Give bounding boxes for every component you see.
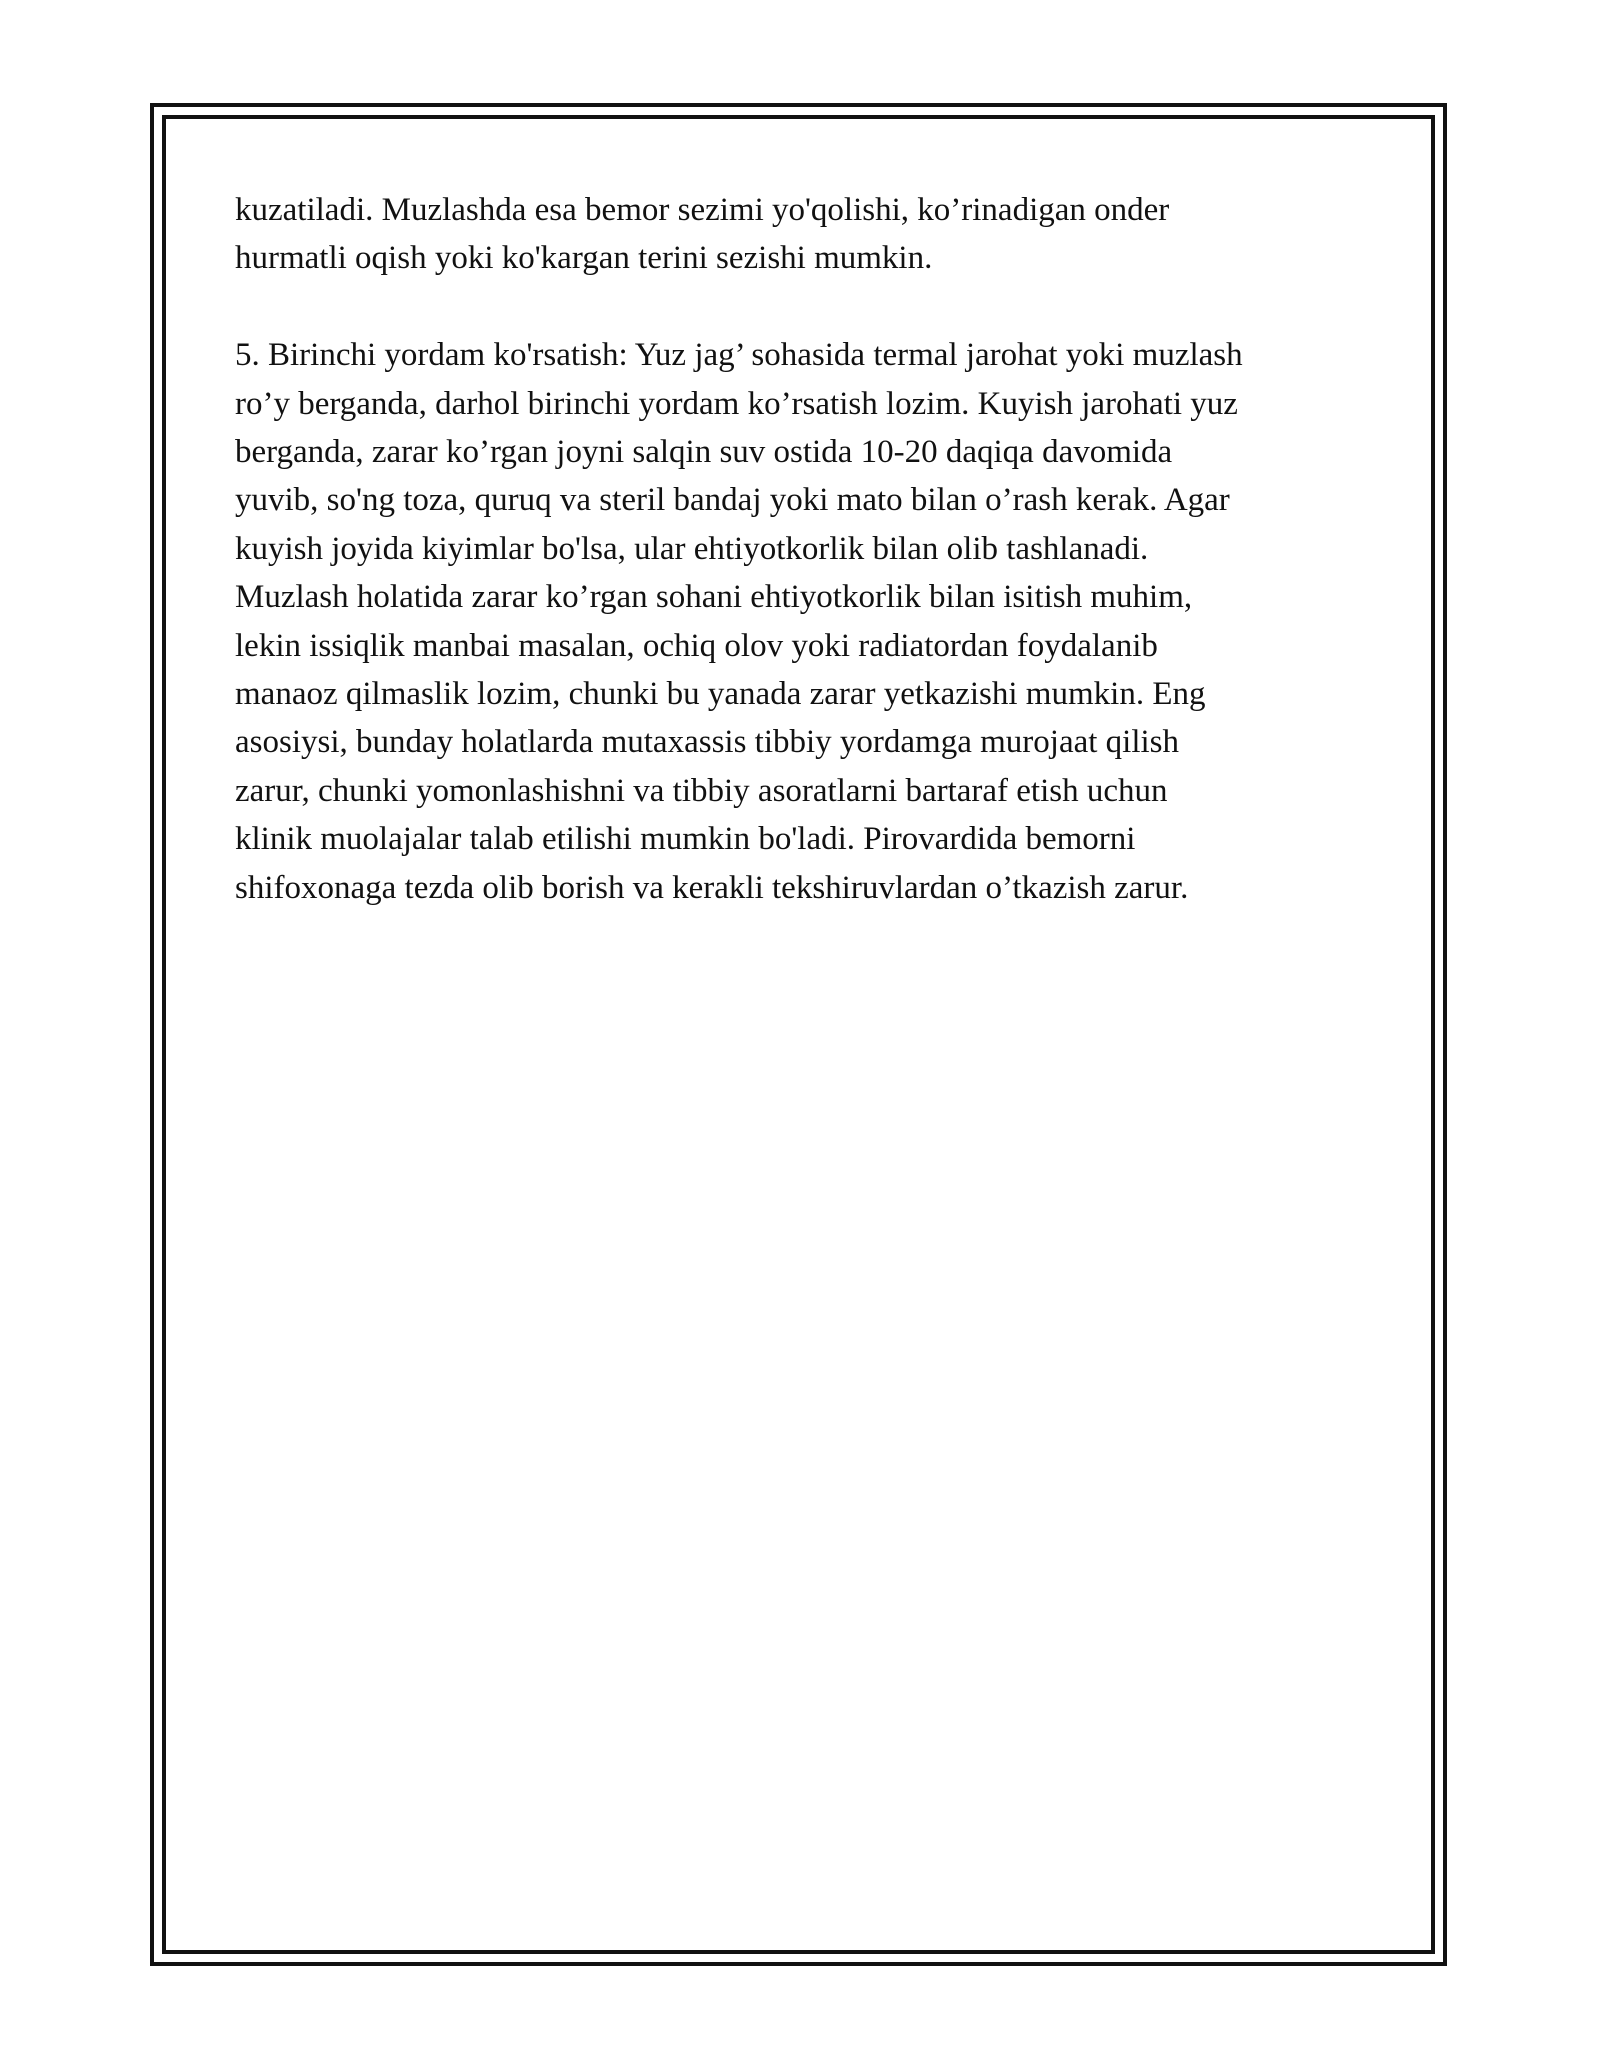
text-line: shifoxonaga tezda olib borish va kerakli tekshiruvlardan o’tkazish zarur. <box>235 869 1189 906</box>
text-line: zarur, chunki yomonlashishni va tibbiy asoratlarni bartaraf etish uchun <box>235 772 1168 809</box>
text-line: berganda, zarar ko’rgan joyni salqin suv ostida 10-20 daqiqa davomida <box>235 434 1173 471</box>
paragraph-2 <box>235 331 1375 912</box>
document-body <box>235 186 1375 912</box>
text-line: yuvib, so'ng toza, quruq va steril bandaj yoki mato bilan o’rash kerak. Agar <box>235 482 1230 519</box>
text-line: ro’y berganda, darhol birinchi yordam ko’rsatish lozim. Kuyish jarohati yuz <box>235 385 1238 422</box>
text-line: kuyish joyida kiyimlar bo'lsa, ular ehtiyotkorlik bilan olib tashlanadi. <box>235 530 1149 567</box>
text-line: kuzatiladi. Muzlashda esa bemor sezimi yo'qolishi, ko’rinadigan onder <box>235 192 1170 228</box>
text-line: 5. Birinchi yordam ko'rsatish: Yuz jag’ sohasida termal jarohat yoki muzlash <box>235 337 1243 374</box>
paragraph-1 <box>235 186 1375 283</box>
text-line: manaoz qilmaslik lozim, chunki bu yanada zarar yetkazishi mumkin. Eng <box>235 676 1206 713</box>
text-line: hurmatli oqish yoki ko'kargan terini sezishi mumkin. <box>235 240 933 277</box>
text-line: lekin issiqlik manbai masalan, ochiq olov yoki radiatordan foydalanib <box>235 627 1158 664</box>
text-line: klinik muolajalar talab etilishi mumkin bo'ladi. Pirovardida bemorni <box>235 821 1136 858</box>
text-line: Muzlash holatida zarar ko’rgan sohani ehtiyotkorlik bilan isitish muhim, <box>235 579 1193 616</box>
text-line: asosiysi, bunday holatlarda mutaxassis tibbiy yordamga murojaat qilish <box>235 724 1180 761</box>
paragraph-spacer <box>235 283 1375 331</box>
